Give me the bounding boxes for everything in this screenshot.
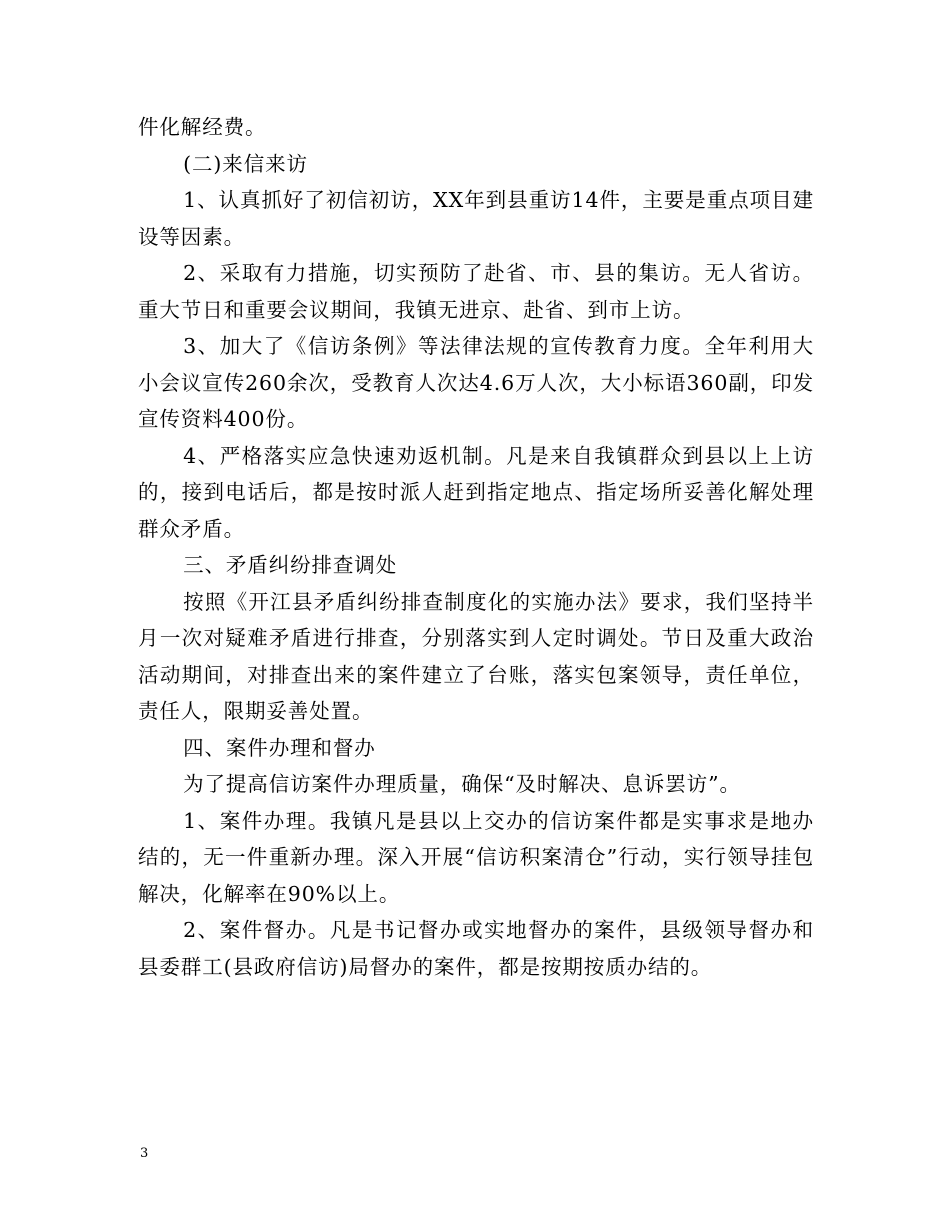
paragraph-10: 为了提高信访案件办理质量，确保“及时解决、息诉罢访”。 (183, 772, 741, 796)
page-number: 3 (140, 1146, 149, 1161)
paragraph-5: 3、加大了《信访条例》等法律法规的宣传教育力度。全年利用大小会议宣传260余次，受教育人次达4.6万人次，大小标语360副，印发宣传资料400份。 (138, 334, 814, 431)
paragraph-6: 4、严格落实应急快速劝返机制。凡是来自我镇群众到县以上上访的，接到电话后，都是按时派人赶到指定地点、指定场所妥善化解处理群众矛盾。 (138, 443, 814, 541)
document-body (138, 109, 814, 985)
paragraph-8: 按照《开江县矛盾纠纷排查制度化的实施办法》要求，我们坚持半月一次对疑难矛盾进行排查，分别落实到人定时调处。节日及重大政治活动期间，对排查出来的案件建立了台账，落实包案领导，责任单位，责任人，限期妥善处置。 (138, 589, 814, 723)
paragraph-1: 件化解经费。 (138, 115, 267, 139)
paragraph-12: 2、案件督办。凡是书记督办或实地督办的案件，县级领导督办和县委群工(县政府信访)局督办的案件，都是按期按质办结的。 (138, 918, 814, 979)
paragraph-2-heading: (二)来信来访 (183, 151, 308, 176)
paragraph-11: 1、案件办理。我镇凡是县以上交办的信访案件都是实事求是地办结的，无一件重新办理。深入开展“信访积案清仓”行动，实行领导挂包解决，化解率在90%以上。 (138, 808, 814, 906)
paragraph-4: 2、采取有力措施，切实预防了赴省、市、县的集访。无人省访。重大节日和重要会议期间，我镇无进京、赴省、到市上访。 (138, 261, 814, 322)
paragraph-3: 1、认真抓好了初信初访，XX年到县重访14件，主要是重点项目建设等因素。 (138, 188, 814, 249)
paragraph-7-heading: 三、矛盾纠纷排查调处 (183, 553, 398, 577)
paragraph-9-heading: 四、案件办理和督办 (183, 735, 376, 760)
